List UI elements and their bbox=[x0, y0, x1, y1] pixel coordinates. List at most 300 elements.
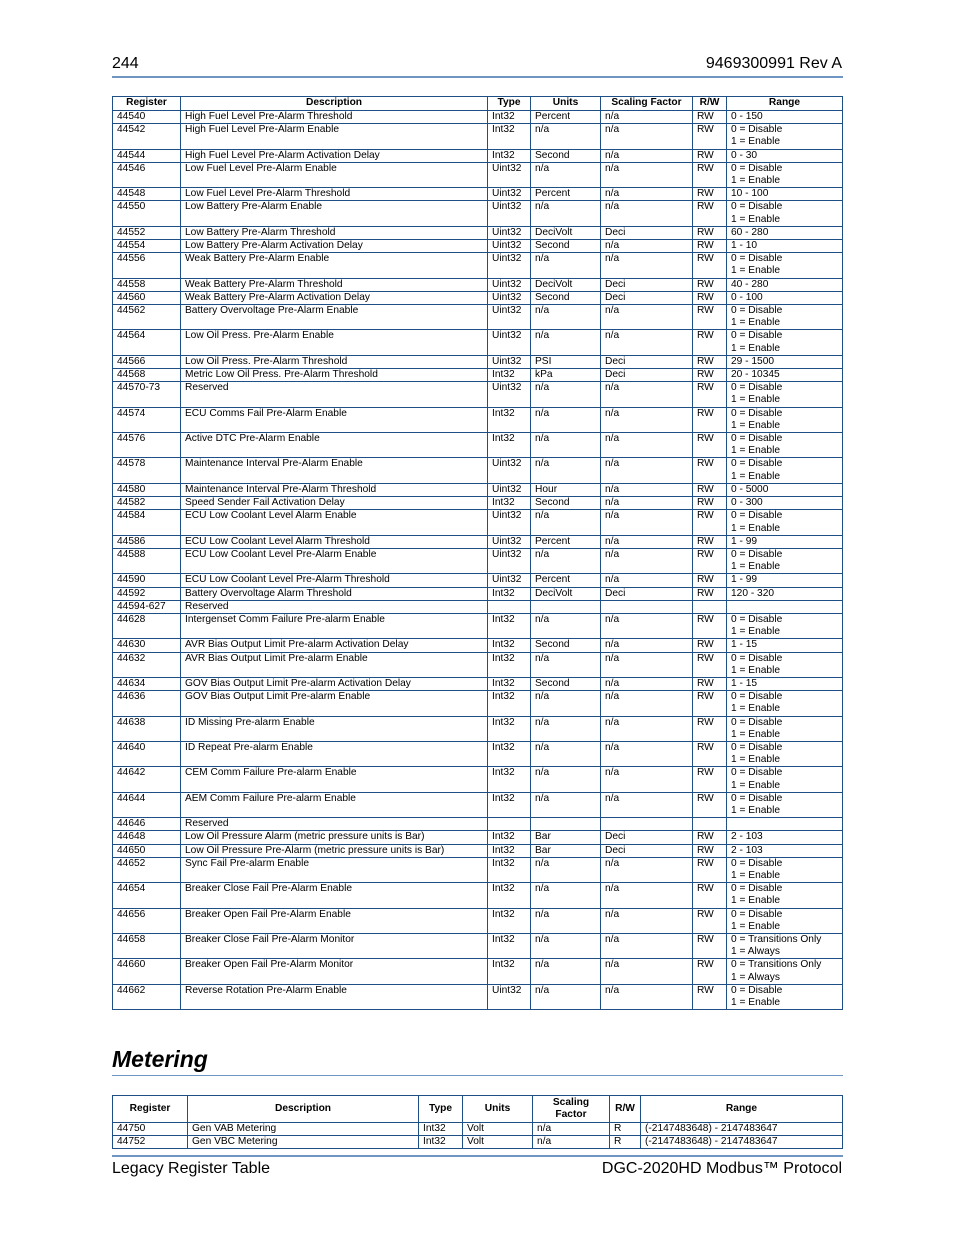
table-cell: Second bbox=[531, 639, 601, 652]
table-row bbox=[113, 162, 843, 187]
table-cell: Uint32 bbox=[488, 510, 531, 535]
table-cell: Uint32 bbox=[488, 548, 531, 573]
table-cell: Second bbox=[531, 240, 601, 253]
table-cell: RW bbox=[693, 253, 727, 278]
document-id: 9469300991 Rev A bbox=[705, 55, 842, 72]
table-cell bbox=[727, 600, 843, 613]
table-cell: ECU Comms Fail Pre-Alarm Enable bbox=[181, 407, 488, 432]
table-cell: RW bbox=[693, 767, 727, 792]
table-cell: Int32 bbox=[488, 844, 531, 857]
table-cell: n/a bbox=[531, 959, 601, 984]
table-cell: Battery Overvoltage Alarm Threshold bbox=[181, 587, 488, 600]
table-cell: 0 = Disable 1 = Enable bbox=[727, 458, 843, 483]
table-row bbox=[113, 253, 843, 278]
table-cell: Deci bbox=[601, 831, 693, 844]
table-row bbox=[113, 613, 843, 638]
table-cell: n/a bbox=[531, 652, 601, 677]
table-row bbox=[113, 458, 843, 483]
table-cell: n/a bbox=[601, 240, 693, 253]
table-cell: Low Fuel Level Pre-Alarm Threshold bbox=[181, 188, 488, 201]
table-cell: R bbox=[610, 1136, 641, 1149]
table-cell: 44586 bbox=[113, 535, 181, 548]
table-cell: Deci bbox=[601, 291, 693, 304]
table-cell: 0 = Disable 1 = Enable bbox=[727, 382, 843, 407]
table-cell: 0 = Disable 1 = Enable bbox=[727, 792, 843, 817]
table-cell: Percent bbox=[531, 111, 601, 124]
table-cell: 44568 bbox=[113, 369, 181, 382]
table-cell: 44546 bbox=[113, 162, 181, 187]
table-row bbox=[113, 959, 843, 984]
table-cell: ECU Low Coolant Level Alarm Enable bbox=[181, 510, 488, 535]
table-cell: 44576 bbox=[113, 433, 181, 458]
table-cell: Int32 bbox=[488, 934, 531, 959]
column-header: Units bbox=[531, 97, 601, 111]
table-cell: 44550 bbox=[113, 201, 181, 226]
table-cell: n/a bbox=[531, 767, 601, 792]
table-cell: 1 - 15 bbox=[727, 639, 843, 652]
table-cell: 44582 bbox=[113, 497, 181, 510]
table-row bbox=[113, 510, 843, 535]
table-cell: 44642 bbox=[113, 767, 181, 792]
table-cell: DeciVolt bbox=[531, 587, 601, 600]
table-cell: Uint32 bbox=[488, 382, 531, 407]
table-row bbox=[113, 305, 843, 330]
table-cell: High Fuel Level Pre-Alarm Activation Delay bbox=[181, 149, 488, 162]
table-cell: 44644 bbox=[113, 792, 181, 817]
table-cell: Int32 bbox=[488, 959, 531, 984]
table-row bbox=[113, 908, 843, 933]
table-row bbox=[113, 691, 843, 716]
table-cell: Uint32 bbox=[488, 355, 531, 368]
table-cell: Int32 bbox=[488, 652, 531, 677]
table-cell: Int32 bbox=[488, 639, 531, 652]
column-header: Scaling Factor bbox=[533, 1096, 610, 1123]
table-cell: n/a bbox=[531, 201, 601, 226]
table-cell: Int32 bbox=[488, 691, 531, 716]
table-cell: 44752 bbox=[113, 1136, 188, 1149]
table-row bbox=[113, 857, 843, 882]
table-cell: (-2147483648) - 2147483647 bbox=[641, 1123, 843, 1136]
table-cell: Low Oil Press. Pre-Alarm Enable bbox=[181, 330, 488, 355]
table-cell: GOV Bias Output Limit Pre-alarm Enable bbox=[181, 691, 488, 716]
table-row bbox=[113, 767, 843, 792]
table-cell: Uint32 bbox=[488, 162, 531, 187]
table-cell: Int32 bbox=[419, 1123, 463, 1136]
table-cell: Second bbox=[531, 677, 601, 690]
table-cell: Uint32 bbox=[488, 278, 531, 291]
table-cell: 1 - 99 bbox=[727, 535, 843, 548]
table-cell: RW bbox=[693, 677, 727, 690]
table-cell: n/a bbox=[601, 652, 693, 677]
table-row bbox=[113, 831, 843, 844]
table-cell bbox=[531, 600, 601, 613]
table-cell: 0 - 30 bbox=[727, 149, 843, 162]
table-cell: n/a bbox=[601, 639, 693, 652]
table-cell: 44662 bbox=[113, 984, 181, 1009]
table-cell: RW bbox=[693, 124, 727, 149]
table-row bbox=[113, 587, 843, 600]
table-cell: Hour bbox=[531, 483, 601, 496]
table-cell: Uint32 bbox=[488, 201, 531, 226]
column-header: Description bbox=[188, 1096, 419, 1123]
table-cell: Int32 bbox=[488, 677, 531, 690]
table-cell: RW bbox=[693, 831, 727, 844]
table-cell: Breaker Open Fail Pre-Alarm Monitor bbox=[181, 959, 488, 984]
table-cell: RW bbox=[693, 433, 727, 458]
table-cell: n/a bbox=[531, 548, 601, 573]
table-cell: Breaker Open Fail Pre-Alarm Enable bbox=[181, 908, 488, 933]
column-header: R/W bbox=[610, 1096, 641, 1123]
table-cell: AVR Bias Output Limit Pre-alarm Enable bbox=[181, 652, 488, 677]
table-row bbox=[113, 240, 843, 253]
table-cell: 0 = Disable 1 = Enable bbox=[727, 716, 843, 741]
table-cell: 60 - 280 bbox=[727, 226, 843, 239]
table-cell: 44554 bbox=[113, 240, 181, 253]
table-cell: 0 = Disable 1 = Enable bbox=[727, 510, 843, 535]
table-cell: 44636 bbox=[113, 691, 181, 716]
table-cell: RW bbox=[693, 226, 727, 239]
table-row bbox=[113, 741, 843, 766]
table-cell: Uint32 bbox=[488, 188, 531, 201]
table-cell: 0 = Disable 1 = Enable bbox=[727, 548, 843, 573]
table-cell: Deci bbox=[601, 355, 693, 368]
table-cell: 44650 bbox=[113, 844, 181, 857]
table-cell bbox=[531, 818, 601, 831]
table-cell: RW bbox=[693, 111, 727, 124]
table-cell: Int32 bbox=[419, 1136, 463, 1149]
table-cell: Int32 bbox=[488, 111, 531, 124]
table-cell bbox=[693, 600, 727, 613]
table-cell: ECU Low Coolant Level Pre-Alarm Threshold bbox=[181, 574, 488, 587]
table-cell: Deci bbox=[601, 844, 693, 857]
table-cell: RW bbox=[693, 355, 727, 368]
table-row bbox=[113, 201, 843, 226]
table-row bbox=[113, 600, 843, 613]
table-cell: 44552 bbox=[113, 226, 181, 239]
table-cell: Gen VAB Metering bbox=[188, 1123, 419, 1136]
table-cell: Uint32 bbox=[488, 458, 531, 483]
table-cell: Percent bbox=[531, 535, 601, 548]
table-cell: n/a bbox=[601, 691, 693, 716]
table-row bbox=[113, 382, 843, 407]
table-cell: Int32 bbox=[488, 613, 531, 638]
table-cell: AVR Bias Output Limit Pre-alarm Activation Delay bbox=[181, 639, 488, 652]
table-cell: 1 - 10 bbox=[727, 240, 843, 253]
table-cell: 44656 bbox=[113, 908, 181, 933]
table-cell: RW bbox=[693, 639, 727, 652]
table-row bbox=[113, 407, 843, 432]
table-cell: CEM Comm Failure Pre-alarm Enable bbox=[181, 767, 488, 792]
table-cell: 120 - 320 bbox=[727, 587, 843, 600]
table-cell: 0 = Disable 1 = Enable bbox=[727, 330, 843, 355]
table-cell: 44560 bbox=[113, 291, 181, 304]
table-cell: n/a bbox=[601, 407, 693, 432]
footer-section-name: Legacy Register Table bbox=[112, 1160, 271, 1177]
table-cell: 44590 bbox=[113, 574, 181, 587]
table-cell: Breaker Close Fail Pre-Alarm Monitor bbox=[181, 934, 488, 959]
table-cell: RW bbox=[693, 908, 727, 933]
table-cell: n/a bbox=[531, 716, 601, 741]
table-row bbox=[113, 792, 843, 817]
table-cell: n/a bbox=[531, 407, 601, 432]
table-cell: 0 = Disable 1 = Enable bbox=[727, 162, 843, 187]
table-cell: Deci bbox=[601, 369, 693, 382]
table-row bbox=[113, 369, 843, 382]
table-row bbox=[113, 818, 843, 831]
table-cell: ID Repeat Pre-alarm Enable bbox=[181, 741, 488, 766]
table-cell: 0 = Disable 1 = Enable bbox=[727, 613, 843, 638]
table-row bbox=[113, 716, 843, 741]
table-cell: 44632 bbox=[113, 652, 181, 677]
table-cell: RW bbox=[693, 305, 727, 330]
table-cell: n/a bbox=[601, 253, 693, 278]
table-cell: 44628 bbox=[113, 613, 181, 638]
table-cell: Deci bbox=[601, 587, 693, 600]
table-cell: Low Oil Press. Pre-Alarm Threshold bbox=[181, 355, 488, 368]
table-cell: High Fuel Level Pre-Alarm Enable bbox=[181, 124, 488, 149]
table-cell: Low Fuel Level Pre-Alarm Enable bbox=[181, 162, 488, 187]
table-cell: n/a bbox=[601, 201, 693, 226]
table-cell: 44638 bbox=[113, 716, 181, 741]
table-row bbox=[113, 355, 843, 368]
table-cell: n/a bbox=[601, 934, 693, 959]
table-cell: n/a bbox=[601, 510, 693, 535]
table-header-row bbox=[113, 1096, 843, 1123]
table-cell: Weak Battery Pre-Alarm Enable bbox=[181, 253, 488, 278]
table-cell: 0 = Disable 1 = Enable bbox=[727, 908, 843, 933]
table-cell: Uint32 bbox=[488, 291, 531, 304]
table-cell: R bbox=[610, 1123, 641, 1136]
table-cell: 0 = Transitions Only 1 = Always bbox=[727, 959, 843, 984]
table-cell: n/a bbox=[601, 458, 693, 483]
table-cell: 44540 bbox=[113, 111, 181, 124]
table-cell: Percent bbox=[531, 574, 601, 587]
table-body bbox=[113, 1123, 843, 1149]
table-cell: Int32 bbox=[488, 433, 531, 458]
table-row bbox=[113, 330, 843, 355]
table-cell: DeciVolt bbox=[531, 226, 601, 239]
table-cell: Battery Overvoltage Pre-Alarm Enable bbox=[181, 305, 488, 330]
table-cell: RW bbox=[693, 691, 727, 716]
table-cell: 40 - 280 bbox=[727, 278, 843, 291]
table-cell: 44566 bbox=[113, 355, 181, 368]
table-cell: 29 - 1500 bbox=[727, 355, 843, 368]
table-cell: RW bbox=[693, 574, 727, 587]
table-cell: Second bbox=[531, 497, 601, 510]
table-row bbox=[113, 188, 843, 201]
table-cell: 44584 bbox=[113, 510, 181, 535]
table-cell: RW bbox=[693, 984, 727, 1009]
table-cell: Metric Low Oil Press. Pre-Alarm Threshold bbox=[181, 369, 488, 382]
table-cell: Low Battery Pre-Alarm Activation Delay bbox=[181, 240, 488, 253]
table-cell: Uint32 bbox=[488, 330, 531, 355]
table-cell: n/a bbox=[601, 767, 693, 792]
table-cell: 0 = Disable 1 = Enable bbox=[727, 407, 843, 432]
table-cell: n/a bbox=[601, 305, 693, 330]
table-cell: n/a bbox=[531, 305, 601, 330]
table-row bbox=[113, 278, 843, 291]
table-cell: Deci bbox=[601, 278, 693, 291]
column-header: Register bbox=[113, 97, 181, 111]
table-cell: 44592 bbox=[113, 587, 181, 600]
table-cell: 0 = Disable 1 = Enable bbox=[727, 253, 843, 278]
table-cell: Int32 bbox=[488, 792, 531, 817]
table-cell: Volt bbox=[463, 1123, 533, 1136]
table-cell: 44580 bbox=[113, 483, 181, 496]
table-row bbox=[113, 291, 843, 304]
table-cell: 0 = Disable 1 = Enable bbox=[727, 305, 843, 330]
table-cell: ID Missing Pre-alarm Enable bbox=[181, 716, 488, 741]
table-cell: RW bbox=[693, 535, 727, 548]
table-cell: Uint32 bbox=[488, 240, 531, 253]
table-cell: 1 - 99 bbox=[727, 574, 843, 587]
table-cell: n/a bbox=[601, 497, 693, 510]
table-row bbox=[113, 497, 843, 510]
table-cell: Active DTC Pre-Alarm Enable bbox=[181, 433, 488, 458]
table-cell: n/a bbox=[531, 613, 601, 638]
table-cell: n/a bbox=[601, 124, 693, 149]
table-cell: 44594-627 bbox=[113, 600, 181, 613]
table-cell: 44574 bbox=[113, 407, 181, 432]
table-row bbox=[113, 574, 843, 587]
table-cell: 0 - 150 bbox=[727, 111, 843, 124]
table-cell: 0 = Disable 1 = Enable bbox=[727, 433, 843, 458]
table-cell: RW bbox=[693, 792, 727, 817]
table-cell: n/a bbox=[601, 535, 693, 548]
table-cell: 0 = Disable 1 = Enable bbox=[727, 652, 843, 677]
header-rule bbox=[112, 76, 843, 78]
table-cell: RW bbox=[693, 934, 727, 959]
table-cell: Second bbox=[531, 291, 601, 304]
table-cell: 44588 bbox=[113, 548, 181, 573]
table-cell: 10 - 100 bbox=[727, 188, 843, 201]
table-cell: Second bbox=[531, 149, 601, 162]
table-cell: n/a bbox=[601, 741, 693, 766]
table-cell: n/a bbox=[601, 548, 693, 573]
table-cell: n/a bbox=[531, 934, 601, 959]
table-cell: n/a bbox=[531, 330, 601, 355]
table-cell: 44562 bbox=[113, 305, 181, 330]
table-cell: Low Oil Pressure Pre-Alarm (metric pressure units is Bar) bbox=[181, 844, 488, 857]
table-row bbox=[113, 883, 843, 908]
table-cell: 0 - 300 bbox=[727, 497, 843, 510]
table-cell: n/a bbox=[601, 613, 693, 638]
table-cell: 44570-73 bbox=[113, 382, 181, 407]
table-cell: 0 = Disable 1 = Enable bbox=[727, 984, 843, 1009]
table-cell: n/a bbox=[601, 883, 693, 908]
table-cell: ECU Low Coolant Level Pre-Alarm Enable bbox=[181, 548, 488, 573]
table-row bbox=[113, 844, 843, 857]
table-cell: 44542 bbox=[113, 124, 181, 149]
table-cell: n/a bbox=[531, 984, 601, 1009]
table-cell: 44660 bbox=[113, 959, 181, 984]
table-cell: Int32 bbox=[488, 831, 531, 844]
table-cell: Reserved bbox=[181, 600, 488, 613]
table-cell: n/a bbox=[531, 792, 601, 817]
table-row bbox=[113, 433, 843, 458]
table-cell: n/a bbox=[601, 677, 693, 690]
table-cell: n/a bbox=[601, 959, 693, 984]
table-row bbox=[113, 535, 843, 548]
table-cell: Reverse Rotation Pre-Alarm Enable bbox=[181, 984, 488, 1009]
table-cell: n/a bbox=[531, 510, 601, 535]
table-cell: Int32 bbox=[488, 369, 531, 382]
table-cell: Low Battery Pre-Alarm Threshold bbox=[181, 226, 488, 239]
column-header: Description bbox=[181, 97, 488, 111]
table-cell: 2 - 103 bbox=[727, 844, 843, 857]
table-row bbox=[113, 984, 843, 1009]
table-cell: n/a bbox=[601, 984, 693, 1009]
table-row bbox=[113, 124, 843, 149]
table-cell: n/a bbox=[601, 330, 693, 355]
table-cell: 44648 bbox=[113, 831, 181, 844]
table-cell: Reserved bbox=[181, 382, 488, 407]
page-number: 244 bbox=[112, 55, 139, 72]
table-cell: Maintenance Interval Pre-Alarm Threshold bbox=[181, 483, 488, 496]
table-cell: RW bbox=[693, 291, 727, 304]
table-cell: 0 = Disable 1 = Enable bbox=[727, 741, 843, 766]
table-cell: (-2147483648) - 2147483647 bbox=[641, 1136, 843, 1149]
table-cell: n/a bbox=[533, 1123, 610, 1136]
metering-table bbox=[112, 1095, 843, 1149]
table-cell: ECU Low Coolant Level Alarm Threshold bbox=[181, 535, 488, 548]
table-cell: n/a bbox=[531, 741, 601, 766]
table-cell: n/a bbox=[601, 574, 693, 587]
table-cell: Int32 bbox=[488, 149, 531, 162]
table-cell: Percent bbox=[531, 188, 601, 201]
table-cell: n/a bbox=[531, 382, 601, 407]
table-cell: Int32 bbox=[488, 124, 531, 149]
footer-document-title: DGC-2020HD Modbus™ Protocol bbox=[601, 1160, 842, 1177]
table-cell: RW bbox=[693, 857, 727, 882]
table-cell: RW bbox=[693, 240, 727, 253]
table-cell bbox=[488, 600, 531, 613]
column-header: Type bbox=[488, 97, 531, 111]
table-cell: RW bbox=[693, 652, 727, 677]
column-header: Type bbox=[419, 1096, 463, 1123]
table-cell: RW bbox=[693, 587, 727, 600]
table-cell bbox=[693, 818, 727, 831]
table-cell: PSI bbox=[531, 355, 601, 368]
table-cell: 0 - 5000 bbox=[727, 483, 843, 496]
table-cell: 44654 bbox=[113, 883, 181, 908]
table-cell: RW bbox=[693, 201, 727, 226]
table-cell: Weak Battery Pre-Alarm Activation Delay bbox=[181, 291, 488, 304]
table-cell: 44652 bbox=[113, 857, 181, 882]
table-cell: n/a bbox=[601, 382, 693, 407]
table-cell: 44646 bbox=[113, 818, 181, 831]
table-cell: 44564 bbox=[113, 330, 181, 355]
table-cell: n/a bbox=[601, 792, 693, 817]
table-cell: Bar bbox=[531, 831, 601, 844]
table-cell: RW bbox=[693, 188, 727, 201]
table-cell: n/a bbox=[601, 483, 693, 496]
table-cell: RW bbox=[693, 483, 727, 496]
table-cell: n/a bbox=[531, 691, 601, 716]
table-cell: Uint32 bbox=[488, 253, 531, 278]
table-cell: 44544 bbox=[113, 149, 181, 162]
table-cell: Intergenset Comm Failure Pre-alarm Enable bbox=[181, 613, 488, 638]
table-cell: Volt bbox=[463, 1136, 533, 1149]
table-cell: 0 = Transitions Only 1 = Always bbox=[727, 934, 843, 959]
table-cell: Uint32 bbox=[488, 535, 531, 548]
table-cell: AEM Comm Failure Pre-alarm Enable bbox=[181, 792, 488, 817]
column-header: Register bbox=[113, 1096, 188, 1123]
table-cell: Sync Fail Pre-alarm Enable bbox=[181, 857, 488, 882]
table-cell: Int32 bbox=[488, 767, 531, 792]
table-cell: n/a bbox=[601, 716, 693, 741]
table-cell: 44640 bbox=[113, 741, 181, 766]
